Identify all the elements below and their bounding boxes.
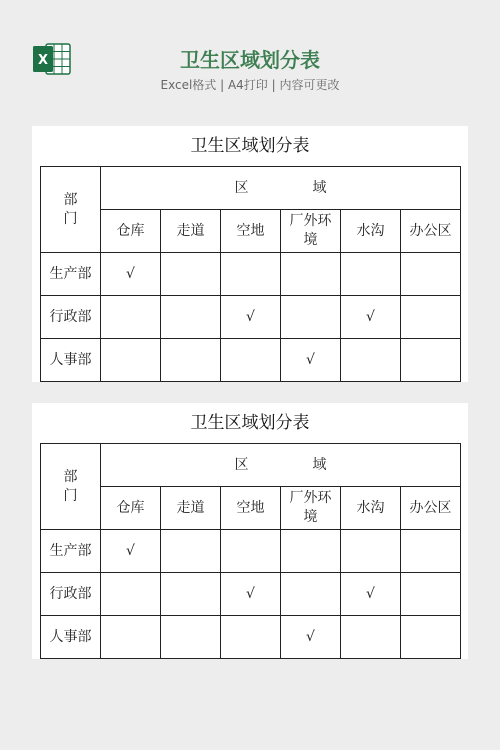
column-header-label: 厂外环境 (289, 213, 332, 248)
dept-cell: 行政部 (41, 296, 101, 339)
table-cell (281, 573, 341, 616)
dept-cell: 行政部 (41, 573, 101, 616)
column-header: 仓库 (101, 210, 161, 253)
table-cell (281, 530, 341, 573)
sheet-title: 卫生区域划分表 (190, 413, 310, 433)
table-cell (161, 339, 221, 382)
table-cell (221, 616, 281, 659)
table-row (41, 339, 461, 382)
table-cell (101, 339, 161, 382)
column-header: 仓库 (101, 487, 161, 530)
dept-cell: 生产部 (41, 253, 101, 296)
table-cell (341, 339, 401, 382)
column-header-label: 厂外环境 (289, 490, 332, 525)
column-header: 空地 (221, 210, 281, 253)
column-header: 办公区 (401, 487, 461, 530)
table-cell (401, 296, 461, 339)
table-cell: √ (341, 573, 401, 616)
table-cell (221, 530, 281, 573)
table-cell (161, 253, 221, 296)
table-row (41, 616, 461, 659)
table-cell: √ (221, 573, 281, 616)
column-header: 办公区 (401, 210, 461, 253)
table-cell (281, 253, 341, 296)
table-cell (161, 296, 221, 339)
table-row (41, 573, 461, 616)
sheet-preview-1 (32, 126, 468, 382)
table-cell (101, 616, 161, 659)
table-cell: √ (281, 616, 341, 659)
table-row (41, 296, 461, 339)
dept-header: 部门 (63, 191, 78, 227)
table-cell (341, 616, 401, 659)
column-header: 水沟 (341, 210, 401, 253)
excel-logo-letter: X (37, 53, 49, 68)
table-cell (161, 530, 221, 573)
dept-cell: 生产部 (41, 530, 101, 573)
table-cell (281, 296, 341, 339)
table-cell (401, 573, 461, 616)
table-cell: √ (221, 296, 281, 339)
region-table (40, 166, 461, 382)
column-header: 走道 (161, 210, 221, 253)
region-header-char: 域 (312, 456, 327, 473)
table-row (41, 253, 461, 296)
table-cell (401, 339, 461, 382)
table-cell: √ (101, 530, 161, 573)
column-header: 走道 (161, 487, 221, 530)
dept-header-cell (41, 444, 101, 530)
table-cell (401, 616, 461, 659)
table-cell (101, 573, 161, 616)
sheet-title: 卫生区域划分表 (190, 136, 310, 156)
table-cell (221, 253, 281, 296)
page-subtitle: Excel格式 | A4打印 | 内容可更改 (160, 78, 340, 92)
table-cell (101, 296, 161, 339)
region-header-char: 域 (312, 179, 327, 196)
dept-cell: 人事部 (41, 616, 101, 659)
table-cell (341, 253, 401, 296)
page-header (0, 0, 500, 110)
dept-header-cell (41, 167, 101, 253)
page-title: 卫生区域划分表 (180, 48, 320, 72)
column-header (281, 487, 341, 530)
column-header: 水沟 (341, 487, 401, 530)
table-cell (401, 253, 461, 296)
table-row (41, 530, 461, 573)
region-header-char: 区 (234, 179, 249, 196)
column-header: 空地 (221, 487, 281, 530)
dept-cell: 人事部 (41, 339, 101, 382)
table-cell (341, 530, 401, 573)
region-header-cell (101, 167, 461, 210)
table-cell: √ (101, 253, 161, 296)
region-header-cell (101, 444, 461, 487)
table-cell (221, 339, 281, 382)
table-cell (401, 530, 461, 573)
region-table (40, 443, 461, 659)
table-cell (161, 573, 221, 616)
table-cell: √ (281, 339, 341, 382)
dept-header: 部门 (63, 468, 78, 504)
table-cell: √ (341, 296, 401, 339)
region-header-char: 区 (234, 456, 249, 473)
column-header (281, 210, 341, 253)
sheet-preview-2 (32, 403, 468, 659)
table-cell (161, 616, 221, 659)
